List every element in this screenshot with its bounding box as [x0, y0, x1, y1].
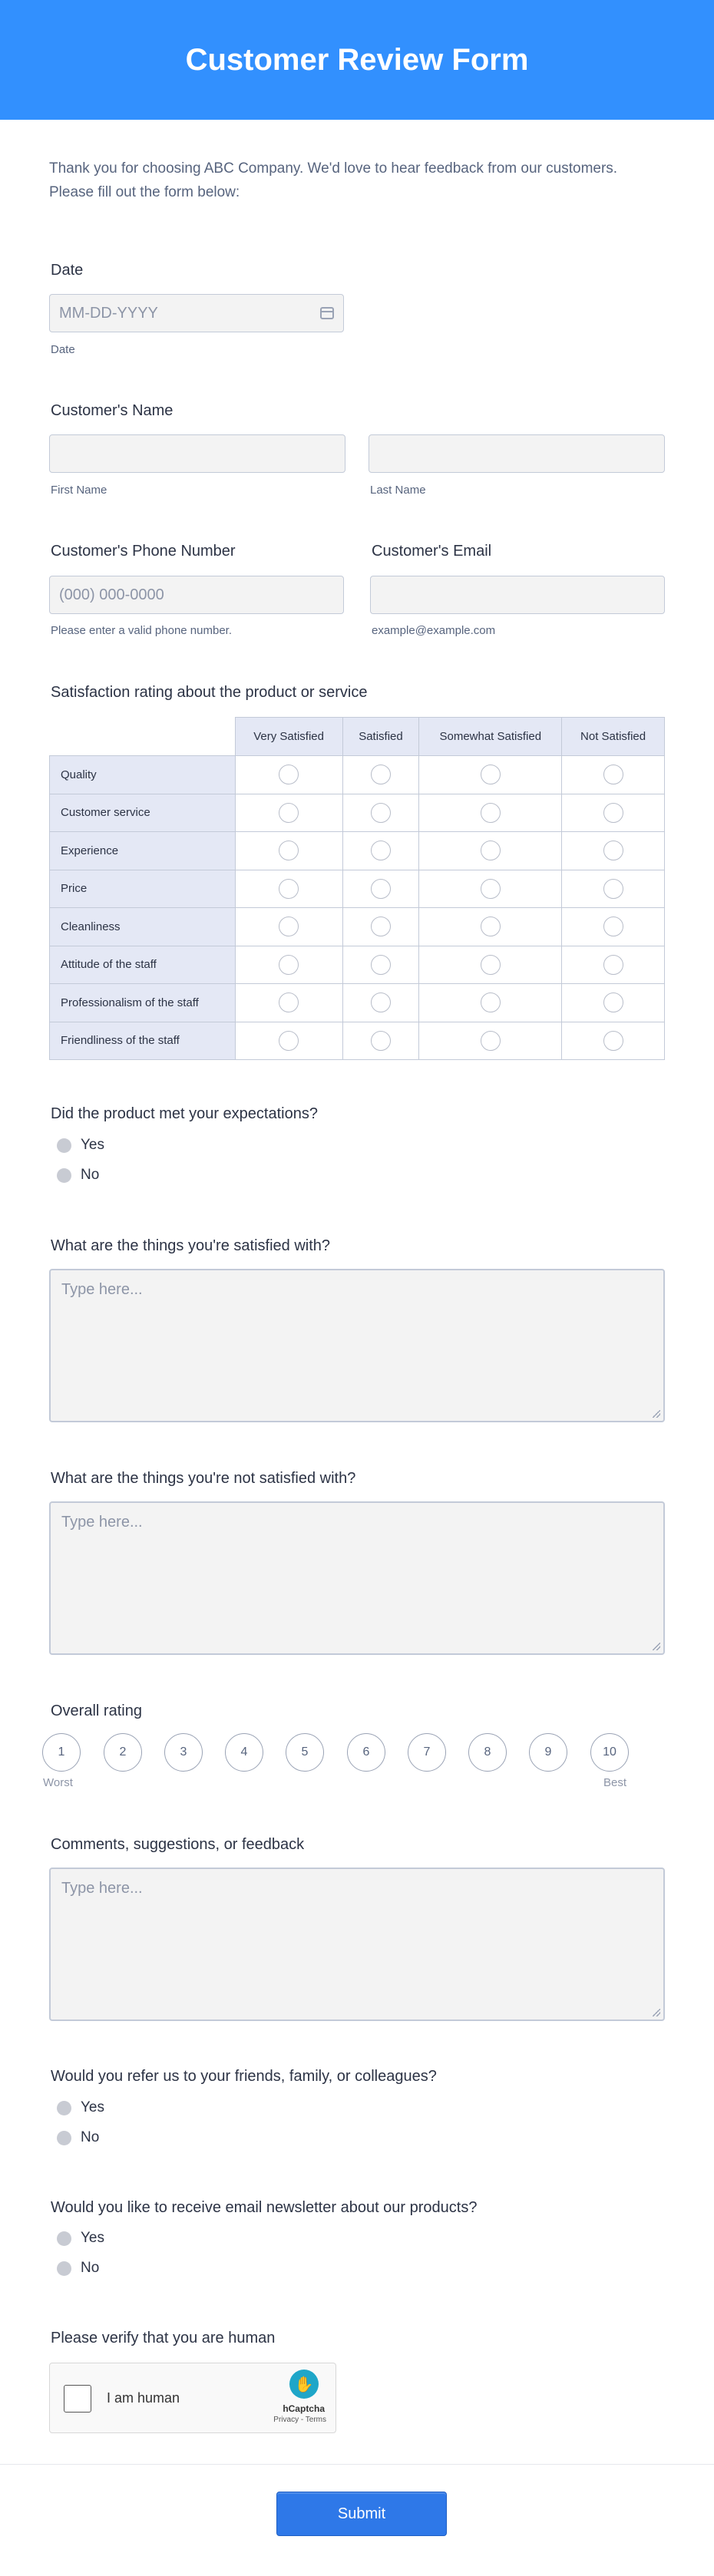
matrix-corner — [50, 718, 236, 756]
matrix-col-satisfied: Satisfied — [342, 718, 419, 756]
matrix-radio[interactable] — [603, 765, 623, 784]
phone-label: Customer's Phone Number — [51, 543, 236, 560]
matrix-radio[interactable] — [603, 992, 623, 1012]
matrix-radio[interactable] — [279, 1031, 299, 1051]
matrix-radio[interactable] — [371, 1031, 391, 1051]
radio-button[interactable] — [57, 1138, 71, 1153]
satisfied-textarea[interactable] — [49, 1269, 665, 1422]
rating-button-3[interactable]: 3 — [164, 1733, 203, 1772]
matrix-radio[interactable] — [481, 916, 501, 936]
captcha-links[interactable]: Privacy - Terms — [273, 2416, 326, 2424]
rating-button-4[interactable]: 4 — [225, 1733, 263, 1772]
matrix-row-label: Price — [50, 870, 236, 908]
rating-button-8[interactable]: 8 — [468, 1733, 507, 1772]
not-satisfied-label: What are the things you're not satisfied with? — [51, 1470, 356, 1487]
date-label: Date — [51, 262, 84, 279]
matrix-radio[interactable] — [603, 841, 623, 860]
resize-handle-icon[interactable] — [653, 2009, 660, 2016]
newsletter-option-no[interactable] — [57, 2260, 99, 2277]
matrix-radio[interactable] — [603, 916, 623, 936]
radio-label: Yes — [81, 1137, 104, 1153]
comments-label: Comments, suggestions, or feedback — [51, 1836, 305, 1853]
radio-label: Yes — [81, 2230, 104, 2246]
first-name-input[interactable] — [49, 434, 345, 473]
matrix-row-label: Friendliness of the staff — [50, 1022, 236, 1060]
matrix-radio[interactable] — [603, 879, 623, 899]
last-name-input[interactable] — [369, 434, 665, 473]
satisfied-label: What are the things you're satisfied with? — [51, 1237, 331, 1254]
rating-button-2[interactable]: 2 — [104, 1733, 142, 1772]
captcha-widget — [49, 2363, 336, 2433]
matrix-row — [50, 908, 665, 946]
matrix-radio[interactable] — [371, 803, 391, 823]
matrix-radio[interactable] — [371, 955, 391, 975]
resize-handle-icon[interactable] — [653, 1643, 660, 1650]
matrix-col-very-satisfied: Very Satisfied — [235, 718, 342, 756]
matrix-radio[interactable] — [603, 955, 623, 975]
email-input[interactable] — [370, 576, 665, 614]
matrix-col-not-satisfied: Not Satisfied — [562, 718, 665, 756]
matrix-label: Satisfaction rating about the product or service — [51, 684, 368, 701]
matrix-radio[interactable] — [279, 879, 299, 899]
matrix-radio[interactable] — [481, 955, 501, 975]
matrix-row — [50, 870, 665, 908]
expectations-option-no[interactable] — [57, 1167, 99, 1184]
matrix-row-label: Cleanliness — [50, 908, 236, 946]
matrix-radio[interactable] — [279, 992, 299, 1012]
matrix-radio[interactable] — [279, 765, 299, 784]
matrix-radio[interactable] — [371, 879, 391, 899]
matrix-radio[interactable] — [279, 916, 299, 936]
date-placeholder: MM-DD-YYYY — [59, 304, 158, 322]
hcaptcha-logo-icon: ✋ — [289, 2370, 319, 2399]
rating-button-9[interactable]: 9 — [529, 1733, 567, 1772]
radio-button[interactable] — [57, 2261, 71, 2276]
phone-placeholder: (000) 000-0000 — [59, 586, 164, 603]
intro-text — [49, 157, 663, 204]
captcha-checkbox[interactable] — [64, 2385, 91, 2413]
rating-button-5[interactable]: 5 — [286, 1733, 324, 1772]
newsletter-option-yes[interactable] — [57, 2230, 104, 2247]
satisfied-placeholder: Type here... — [61, 1281, 143, 1298]
matrix-col-somewhat-satisfied: Somewhat Satisfied — [419, 718, 562, 756]
calendar-icon[interactable] — [320, 307, 334, 319]
newsletter-label: Would you like to receive email newsletter about our products? — [51, 2199, 478, 2216]
satisfaction-matrix — [49, 717, 665, 1060]
captcha-text: I am human — [107, 2390, 180, 2406]
matrix-radio[interactable] — [481, 992, 501, 1012]
matrix-radio[interactable] — [371, 992, 391, 1012]
phone-input[interactable] — [49, 576, 344, 614]
expectations-label: Did the product met your expectations? — [51, 1105, 318, 1122]
matrix-row — [50, 946, 665, 984]
comments-placeholder: Type here... — [61, 1880, 143, 1897]
matrix-radio[interactable] — [371, 916, 391, 936]
matrix-row — [50, 794, 665, 832]
rating-best-label: Best — [603, 1776, 627, 1789]
form-header — [0, 0, 714, 120]
rating-button-10[interactable]: 10 — [590, 1733, 629, 1772]
matrix-row — [50, 756, 665, 794]
matrix-row-label: Experience — [50, 832, 236, 870]
radio-button[interactable] — [57, 1168, 71, 1183]
refer-label: Would you refer us to your friends, family, or colleagues? — [51, 2068, 437, 2085]
matrix-radio[interactable] — [481, 765, 501, 784]
captcha-brand: hCaptcha — [283, 2403, 325, 2414]
name-label: Customer's Name — [51, 402, 174, 419]
not-satisfied-textarea[interactable] — [49, 1501, 665, 1655]
refer-option-yes[interactable] — [57, 2099, 104, 2116]
rating-button-1[interactable]: 1 — [42, 1733, 81, 1772]
matrix-row — [50, 832, 665, 870]
matrix-row — [50, 1022, 665, 1060]
matrix-radio[interactable] — [279, 955, 299, 975]
matrix-radio[interactable] — [481, 803, 501, 823]
radio-label: No — [81, 1167, 100, 1183]
intro-line-2: Please fill out the form below: — [49, 184, 240, 200]
email-label: Customer's Email — [372, 543, 492, 560]
matrix-radio[interactable] — [603, 803, 623, 823]
matrix-radio[interactable] — [481, 879, 501, 899]
intro-line-1: Thank you for choosing ABC Company. We'd love to hear feedback from our customers. — [49, 160, 618, 177]
radio-button[interactable] — [57, 2101, 71, 2115]
matrix-radio[interactable] — [481, 1031, 501, 1051]
radio-button[interactable] — [57, 2131, 71, 2145]
rating-worst-label: Worst — [43, 1776, 73, 1789]
matrix-radio[interactable] — [371, 841, 391, 860]
matrix-row-label: Attitude of the staff — [50, 946, 236, 984]
form-title: Customer Review Form — [185, 42, 529, 77]
matrix-row-label: Professionalism of the staff — [50, 984, 236, 1022]
last-name-sublabel: Last Name — [370, 484, 426, 497]
refer-option-no[interactable] — [57, 2129, 99, 2146]
matrix-radio[interactable] — [279, 841, 299, 860]
not-satisfied-placeholder: Type here... — [61, 1514, 143, 1531]
radio-button[interactable] — [57, 2231, 71, 2246]
radio-label: No — [81, 2129, 100, 2145]
email-sublabel: example@example.com — [372, 624, 496, 637]
rating-button-7[interactable]: 7 — [408, 1733, 446, 1772]
matrix-radio[interactable] — [481, 841, 501, 860]
overall-rating-label: Overall rating — [51, 1702, 142, 1719]
submit-button[interactable]: Submit — [276, 2492, 447, 2536]
radio-label: No — [81, 2260, 100, 2276]
date-input[interactable] — [49, 294, 344, 332]
date-sublabel: Date — [51, 343, 75, 356]
comments-textarea[interactable] — [49, 1868, 665, 2021]
verify-label: Please verify that you are human — [51, 2330, 276, 2346]
matrix-radio[interactable] — [279, 803, 299, 823]
radio-label: Yes — [81, 2099, 104, 2115]
first-name-sublabel: First Name — [51, 484, 107, 497]
matrix-row — [50, 984, 665, 1022]
phone-sublabel: Please enter a valid phone number. — [51, 624, 232, 637]
matrix-radio[interactable] — [603, 1031, 623, 1051]
expectations-option-yes[interactable] — [57, 1137, 104, 1154]
matrix-radio[interactable] — [371, 765, 391, 784]
rating-button-6[interactable]: 6 — [347, 1733, 385, 1772]
matrix-row-label: Quality — [50, 756, 236, 794]
resize-handle-icon[interactable] — [653, 1410, 660, 1418]
matrix-row-label: Customer service — [50, 794, 236, 832]
